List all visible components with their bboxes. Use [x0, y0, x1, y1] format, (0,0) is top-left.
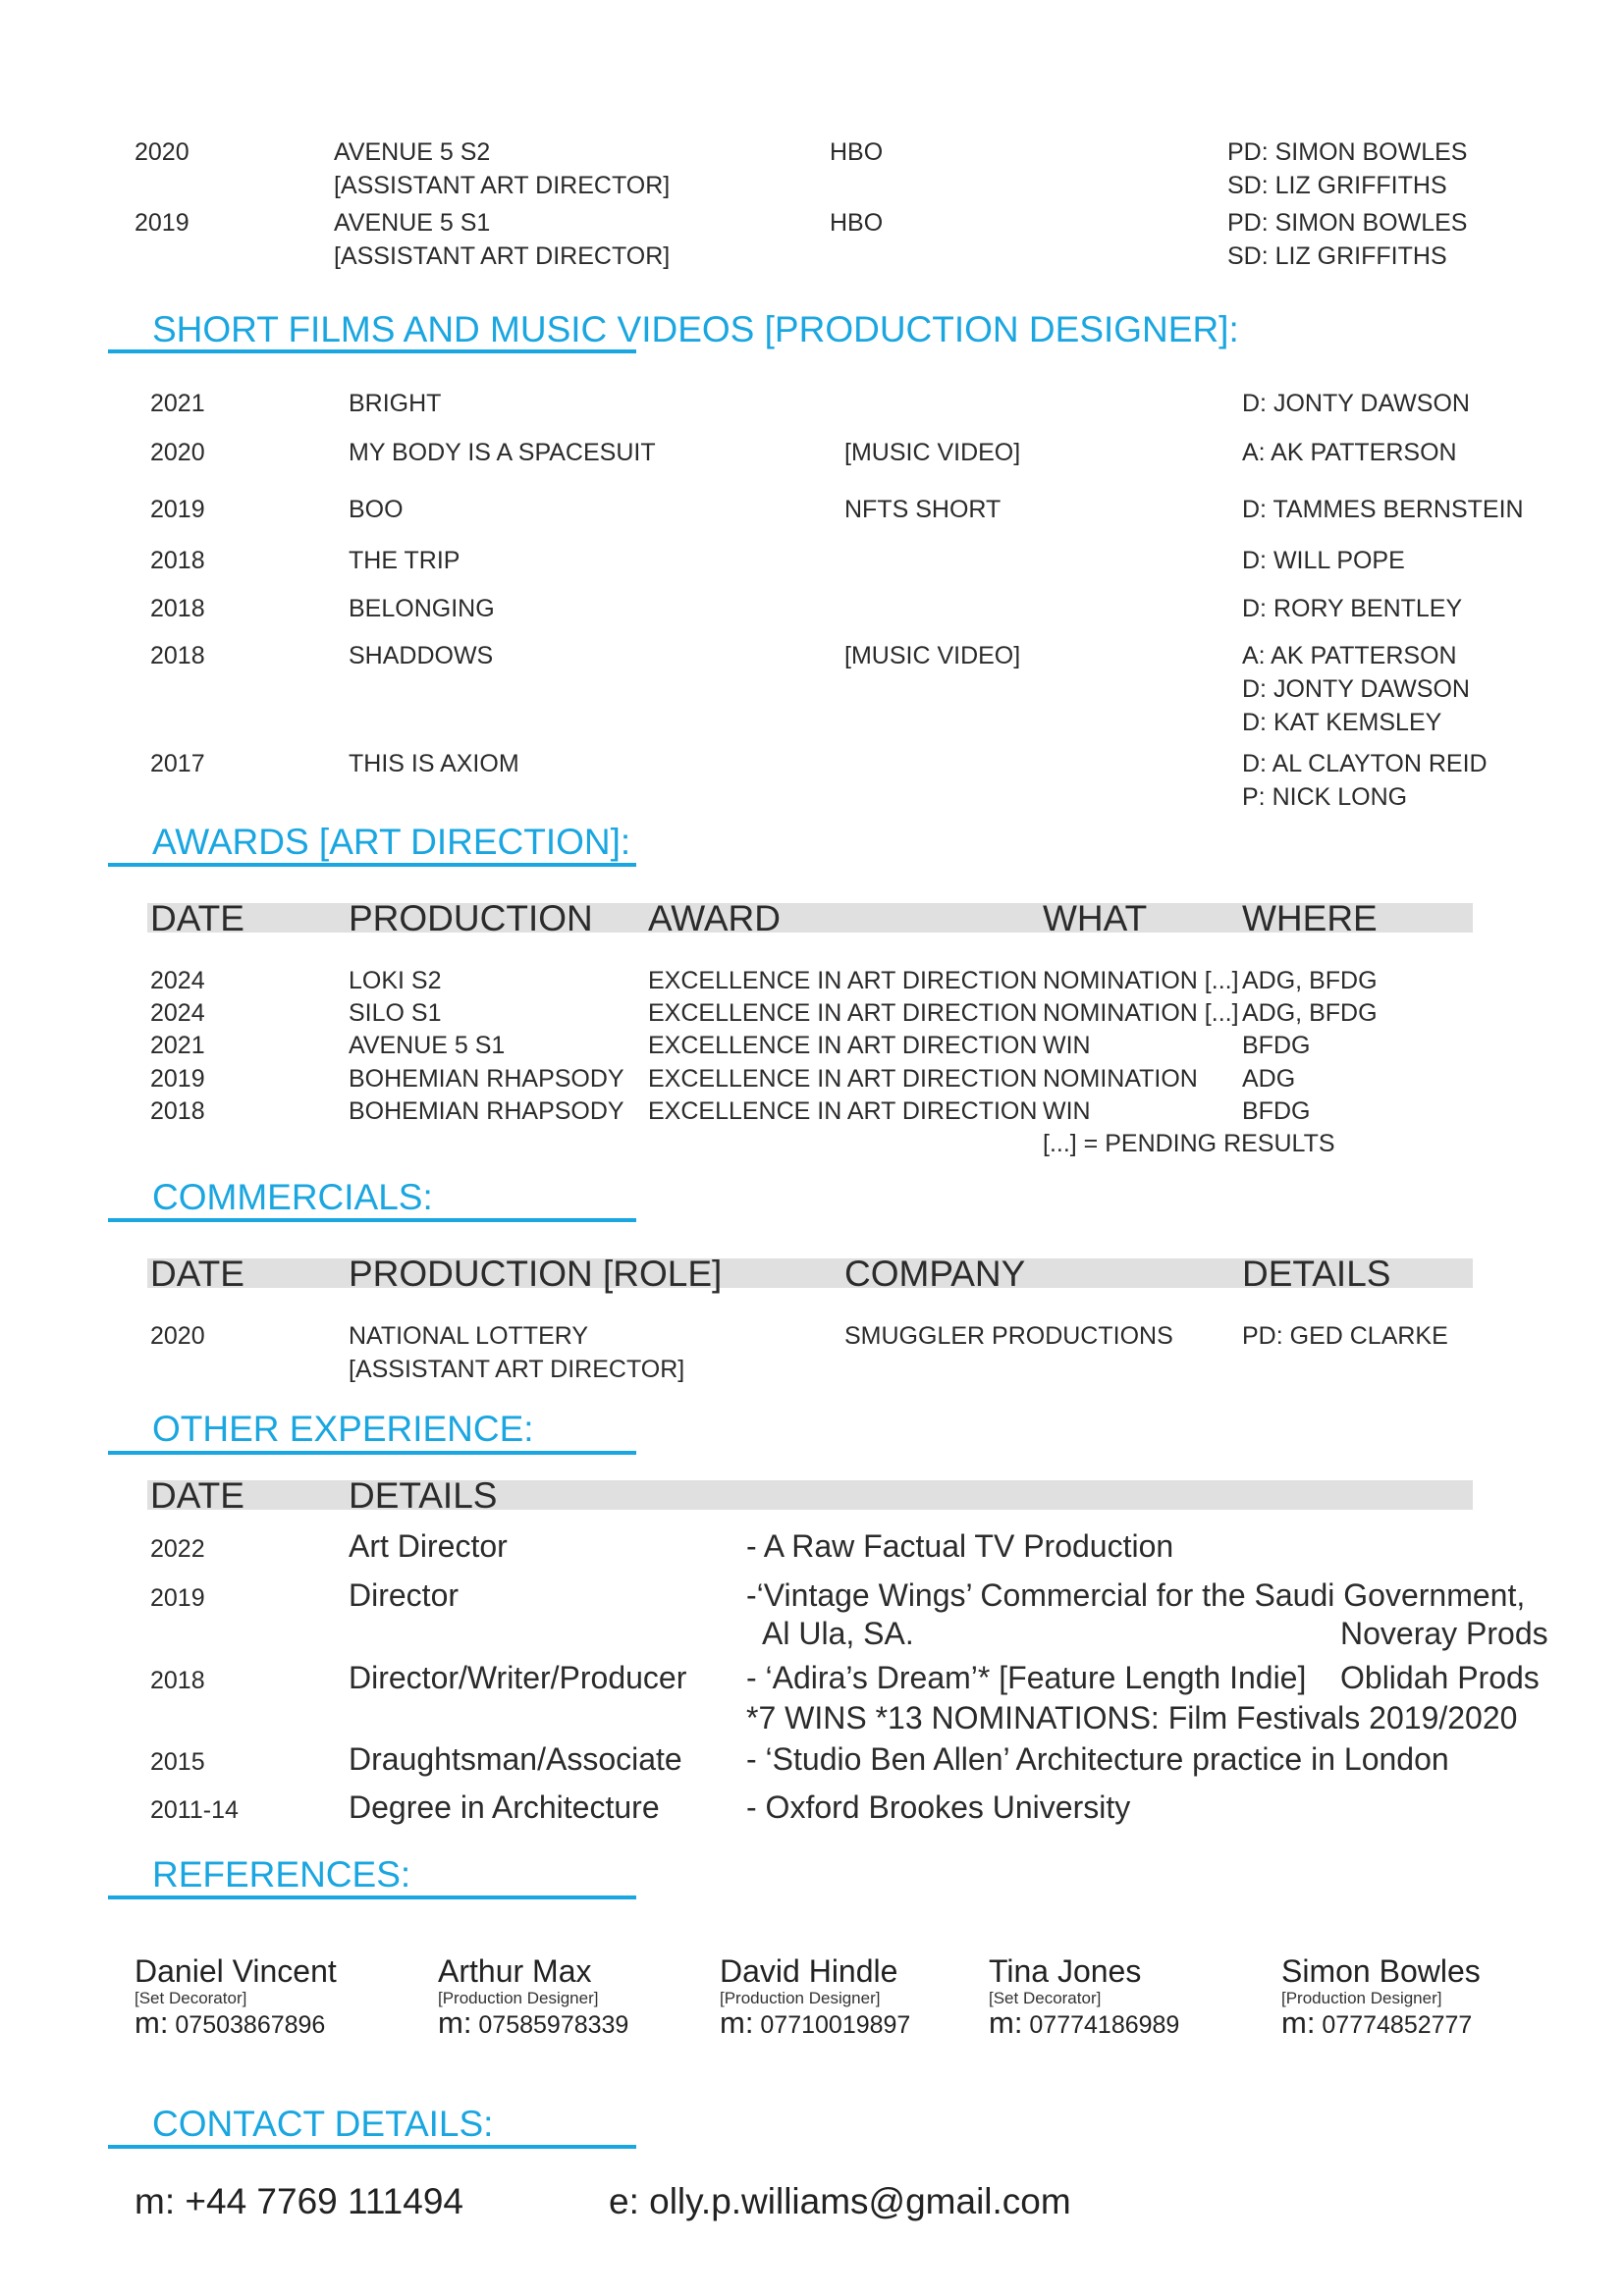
reference-name: David Hindle	[720, 1953, 898, 1989]
film-title: BRIGHT	[349, 390, 442, 417]
credit-title: AVENUE 5 S1	[334, 209, 491, 237]
film-person: D: JONTY DAWSON	[1242, 390, 1470, 417]
credit-title: AVENUE 5 S2	[334, 138, 491, 166]
credit-year: 2019	[135, 209, 189, 237]
award-date: 2024	[150, 967, 205, 994]
section-underline	[108, 1451, 636, 1455]
column-header: PRODUCTION [ROLE]	[349, 1254, 723, 1294]
film-note: NFTS SHORT	[844, 496, 1001, 523]
award-where: ADG	[1242, 1065, 1296, 1093]
award-date: 2018	[150, 1097, 205, 1125]
film-title: THIS IS AXIOM	[349, 750, 519, 777]
award-name: EXCELLENCE IN ART DIRECTION	[648, 999, 1038, 1027]
experience-detail: *7 WINS *13 NOMINATIONS: Film Festivals 2019/2020	[746, 1700, 1518, 1735]
column-header: DETAILS	[349, 1475, 498, 1516]
reference-card	[720, 1953, 910, 2040]
reference-role: [Production Designer]	[720, 1989, 881, 2007]
film-title: BOO	[349, 496, 404, 523]
commercial-role: [ASSISTANT ART DIRECTOR]	[349, 1356, 685, 1383]
film-title: THE TRIP	[349, 547, 460, 574]
contact-phone[interactable]: m: +44 7769 111494	[135, 2181, 463, 2221]
reference-card	[135, 1953, 337, 2040]
award-name: EXCELLENCE IN ART DIRECTION	[648, 1032, 1038, 1059]
section-underline	[108, 1896, 636, 1899]
reference-m-label: m:	[989, 2005, 1023, 2040]
award-name: EXCELLENCE IN ART DIRECTION	[648, 1065, 1038, 1093]
experience-role: Draughtsman/Associate	[349, 1741, 682, 1777]
award-where: ADG, BFDG	[1242, 999, 1378, 1027]
column-header: COMPANY	[844, 1254, 1026, 1294]
reference-role: [Production Designer]	[1281, 1989, 1442, 2007]
film-year: 2018	[150, 547, 205, 574]
experience-detail: -‘Vintage Wings’ Commercial for the Saudi Government,	[746, 1577, 1526, 1613]
award-date: 2024	[150, 999, 205, 1027]
column-header: PRODUCTION	[349, 898, 593, 938]
experience-detail: - ‘Adira’s Dream’* [Feature Length Indie]	[746, 1660, 1307, 1695]
film-year: 2017	[150, 750, 205, 777]
award-name: EXCELLENCE IN ART DIRECTION	[648, 967, 1038, 994]
experience-detail: - ‘Studio Ben Allen’ Architecture practice in London	[746, 1741, 1449, 1777]
credit-company: HBO	[830, 138, 884, 166]
experience-detail: - A Raw Factual TV Production	[746, 1528, 1174, 1564]
award-date: 2019	[150, 1065, 205, 1093]
experience-role: Director	[349, 1577, 460, 1613]
credit-person: PD: SIMON BOWLES	[1227, 138, 1468, 166]
commercial-details: PD: GED CLARKE	[1242, 1322, 1448, 1350]
award-where: BFDG	[1242, 1097, 1311, 1125]
commercial-production: NATIONAL LOTTERY	[349, 1322, 589, 1350]
column-header: DATE	[150, 1254, 244, 1294]
experience-date: 2011-14	[150, 1796, 239, 1824]
film-note: [MUSIC VIDEO]	[844, 439, 1021, 466]
section-title: CONTACT DETAILS:	[152, 2104, 494, 2144]
section-title: AWARDS [ART DIRECTION]:	[152, 822, 631, 862]
section-title: OTHER EXPERIENCE:	[152, 1409, 534, 1449]
credit-company: HBO	[830, 209, 884, 237]
credit-person: SD: LIZ GRIFFITHS	[1227, 172, 1447, 199]
award-what: WIN	[1043, 1097, 1091, 1125]
reference-card	[989, 1953, 1179, 2040]
award-what: NOMINATION [...]	[1043, 999, 1239, 1027]
reference-phone: 07503867896	[175, 2011, 326, 2039]
film-person: P: NICK LONG	[1242, 783, 1408, 811]
section-title: COMMERCIALS:	[152, 1177, 433, 1217]
reference-name: Arthur Max	[438, 1953, 592, 1989]
film-year: 2018	[150, 595, 205, 622]
column-header: WHERE	[1242, 898, 1378, 938]
award-where: BFDG	[1242, 1032, 1311, 1059]
column-header: DATE	[150, 1475, 244, 1516]
credit-role: [ASSISTANT ART DIRECTOR]	[334, 242, 671, 270]
reference-phone: 07774186989	[1029, 2011, 1180, 2039]
section-underline	[108, 2145, 636, 2149]
film-person: D: RORY BENTLEY	[1242, 595, 1463, 622]
award-what: NOMINATION	[1043, 1065, 1198, 1093]
experience-role: Art Director	[349, 1528, 508, 1564]
section-underline	[108, 1218, 636, 1222]
section-title: SHORT FILMS AND MUSIC VIDEOS [PRODUCTION DESIGNER]:	[152, 309, 1239, 349]
film-person: D: KAT KEMSLEY	[1242, 709, 1442, 736]
column-header: DATE	[150, 898, 244, 938]
contact-email[interactable]: e: olly.p.williams@gmail.com	[609, 2181, 1071, 2221]
experience-detail: Al Ula, SA.	[746, 1616, 914, 1651]
award-production: BOHEMIAN RHAPSODY	[349, 1097, 624, 1125]
award-name: EXCELLENCE IN ART DIRECTION	[648, 1097, 1038, 1125]
reference-m-label: m:	[438, 2005, 472, 2040]
reference-role: [Set Decorator]	[135, 1989, 247, 2007]
award-production: LOKI S2	[349, 967, 442, 994]
column-header: AWARD	[648, 898, 781, 938]
reference-phone: 07774852777	[1322, 2011, 1473, 2039]
film-person: D: AL CLAYTON REID	[1242, 750, 1488, 777]
award-what: WIN	[1043, 1032, 1091, 1059]
film-year: 2018	[150, 642, 205, 669]
film-person: A: AK PATTERSON	[1242, 439, 1457, 466]
film-person: D: WILL POPE	[1242, 547, 1405, 574]
reference-name: Daniel Vincent	[135, 1953, 337, 1989]
section-underline	[108, 863, 636, 867]
film-title: MY BODY IS A SPACESUIT	[349, 439, 656, 466]
award-where: ADG, BFDG	[1242, 967, 1378, 994]
credit-year: 2020	[135, 138, 189, 166]
experience-role: Degree in Architecture	[349, 1789, 660, 1825]
section-title: REFERENCES:	[152, 1854, 411, 1895]
credit-role: [ASSISTANT ART DIRECTOR]	[334, 172, 671, 199]
experience-role: Director/Writer/Producer	[349, 1660, 687, 1695]
film-person: D: TAMMES BERNSTEIN	[1242, 496, 1524, 523]
column-header: WHAT	[1043, 898, 1148, 938]
award-footnote: [...] = PENDING RESULTS	[1043, 1130, 1335, 1157]
reference-card	[1281, 1953, 1481, 2040]
award-what: NOMINATION [...]	[1043, 967, 1239, 994]
table-header-bar	[147, 1480, 1473, 1510]
reference-role: [Production Designer]	[438, 1989, 599, 2007]
film-year: 2020	[150, 439, 205, 466]
film-person: A: AK PATTERSON	[1242, 642, 1457, 669]
section-underline	[108, 349, 636, 353]
experience-detail: - Oxford Brookes University	[746, 1789, 1131, 1825]
experience-date: 2022	[150, 1535, 205, 1563]
experience-date: 2018	[150, 1667, 205, 1694]
film-person: D: JONTY DAWSON	[1242, 675, 1470, 703]
experience-date: 2019	[150, 1584, 205, 1612]
experience-date: 2015	[150, 1748, 205, 1776]
experience-company: Oblidah Prods	[1340, 1660, 1540, 1695]
experience-company: Noveray Prods	[1340, 1616, 1548, 1651]
film-title: BELONGING	[349, 595, 495, 622]
reference-m-label: m:	[1281, 2005, 1316, 2040]
reference-name: Simon Bowles	[1281, 1953, 1481, 1989]
award-production: SILO S1	[349, 999, 442, 1027]
reference-phone: 07710019897	[760, 2011, 911, 2039]
reference-card	[438, 1953, 628, 2040]
reference-m-label: m:	[135, 2005, 169, 2040]
film-note: [MUSIC VIDEO]	[844, 642, 1021, 669]
column-header: DETAILS	[1242, 1254, 1391, 1294]
credit-person: PD: SIMON BOWLES	[1227, 209, 1468, 237]
reference-m-label: m:	[720, 2005, 754, 2040]
commercial-company: SMUGGLER PRODUCTIONS	[844, 1322, 1173, 1350]
film-title: SHADDOWS	[349, 642, 494, 669]
commercial-date: 2020	[150, 1322, 205, 1350]
reference-role: [Set Decorator]	[989, 1989, 1102, 2007]
award-production: AVENUE 5 S1	[349, 1032, 506, 1059]
award-date: 2021	[150, 1032, 205, 1059]
reference-phone: 07585978339	[478, 2011, 629, 2039]
reference-name: Tina Jones	[989, 1953, 1142, 1989]
credit-person: SD: LIZ GRIFFITHS	[1227, 242, 1447, 270]
award-production: BOHEMIAN RHAPSODY	[349, 1065, 624, 1093]
film-year: 2021	[150, 390, 205, 417]
film-year: 2019	[150, 496, 205, 523]
